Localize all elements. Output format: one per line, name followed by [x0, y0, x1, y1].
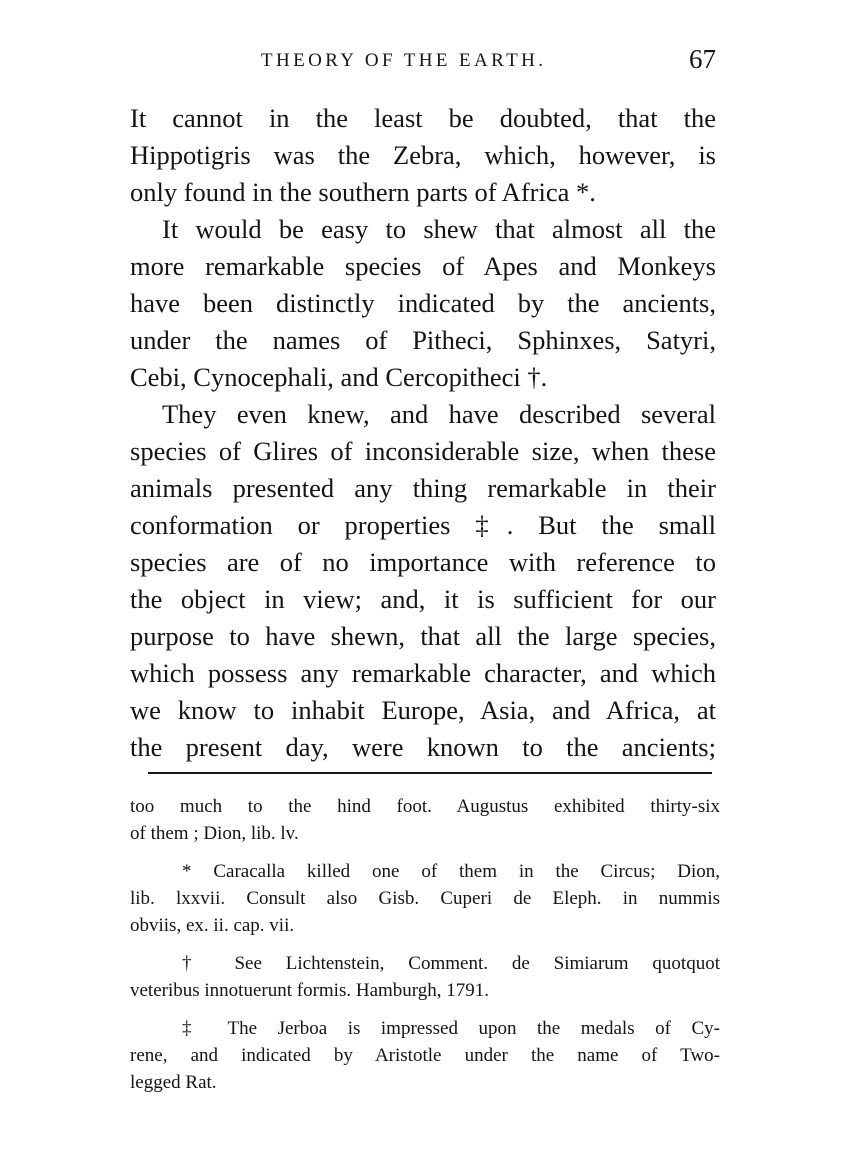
running-title: THEORY OF THE EARTH. — [261, 50, 547, 71]
body-line: species are of no importance with reference to — [130, 547, 716, 577]
footnotes — [130, 793, 720, 1096]
page-number: 67 — [689, 44, 716, 74]
body-line: purpose to have shewn, that all the large species, — [130, 621, 716, 651]
body-line: They even knew, and have described several — [162, 399, 716, 429]
footnote-line: of them ; Dion, lib. lv. — [130, 823, 299, 844]
footnote-rule — [148, 772, 712, 774]
footnote-line: obviis, ex. ii. cap. vii. — [130, 915, 295, 936]
footnote-line: veteribus innotuerunt formis. Hamburgh, 1791. — [130, 980, 490, 1001]
footnote-line: rene, and indicated by Aristotle under the name of Two- — [130, 1045, 720, 1066]
footnote-line: lib. lxxvii. Consult also Gisb. Cuperi de Eleph. in nummis — [130, 888, 720, 909]
body-line: more remarkable species of Apes and Monkeys — [130, 251, 716, 281]
body-line: only found in the southern parts of Africa *. — [130, 177, 596, 207]
body-line: under the names of Pitheci, Sphinxes, Satyri, — [130, 325, 716, 355]
body-line: the object in view; and, it is sufficient for our — [130, 584, 716, 614]
body-line: It would be easy to shew that almost all the — [162, 214, 716, 244]
footnote-line: legged Rat. — [130, 1072, 217, 1093]
body-line: conformation or properties ‡. But the small — [130, 510, 716, 540]
running-head — [128, 44, 722, 84]
footnote-star — [130, 858, 720, 939]
body-line: have been distinctly indicated by the ancients, — [130, 288, 716, 318]
footnote-line: * Caracalla killed one of them in the Circus; Dion, — [182, 861, 720, 882]
body-line: animals presented any thing remarkable in their — [130, 473, 716, 503]
body-line: It cannot in the least be doubted, that the — [130, 103, 716, 133]
footnote-continuation — [130, 793, 720, 847]
body-line: which possess any remarkable character, and which — [130, 658, 716, 688]
footnote-dagger — [130, 950, 720, 1004]
body-line: species of Glires of inconsiderable size, when these — [130, 436, 716, 466]
footnote-line: too much to the hind foot. Augustus exhibited thirty-six — [130, 796, 720, 817]
footnote-line: ‡ The Jerboa is impressed upon the medals of Cy- — [182, 1018, 720, 1039]
body-line: the present day, were known to the ancients; — [130, 732, 716, 762]
body-line: we know to inhabit Europe, Asia, and Africa, at — [130, 695, 716, 725]
body-text — [130, 100, 716, 766]
body-line: Cebi, Cynocephali, and Cercopitheci †. — [130, 362, 548, 392]
body-line: Hippotigris was the Zebra, which, however, is — [130, 140, 716, 170]
footnote-line: † See Lichtenstein, Comment. de Simiarum quotquot — [182, 953, 720, 974]
footnote-double-dagger — [130, 1015, 720, 1096]
